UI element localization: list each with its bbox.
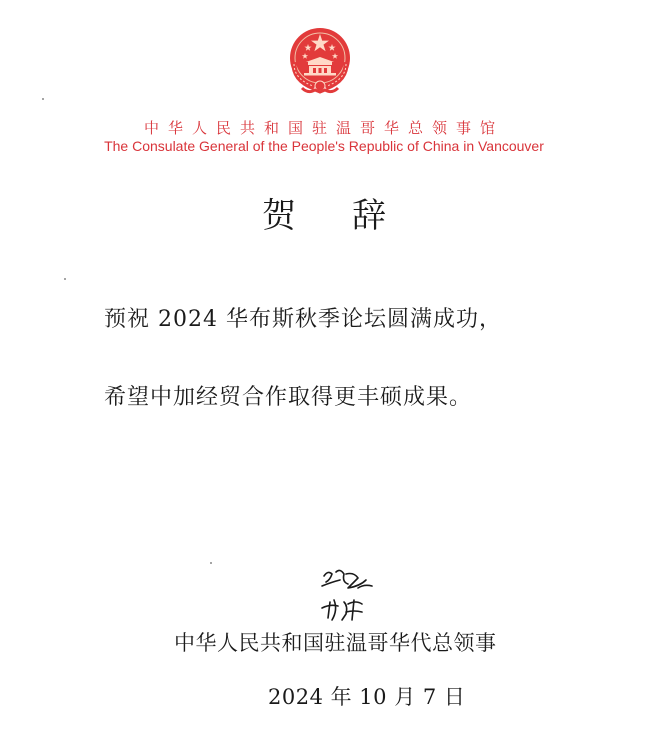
scan-speck	[210, 562, 212, 564]
signer-title: 中华人民共和国驻温哥华代总领事	[174, 631, 497, 655]
scan-speck	[64, 278, 66, 280]
scan-speck	[42, 98, 44, 100]
letter-title: 贺辞	[262, 196, 442, 236]
consulate-name-chinese: 中华人民共和国驻温哥华总领事馆	[143, 119, 504, 137]
letter-body-line-1: 预祝 2024 华布斯秋季论坛圆满成功，	[104, 307, 502, 332]
national-emblem-icon	[284, 22, 356, 96]
handwritten-signature	[318, 566, 380, 624]
consulate-name-english: The Consulate General of the People's Republic of China in Vancouver	[104, 138, 544, 154]
letter-body-line-2: 希望中加经贸合作取得更丰硕成果。	[104, 385, 473, 410]
letter-date: 2024 年 10 月 7 日	[268, 685, 466, 709]
